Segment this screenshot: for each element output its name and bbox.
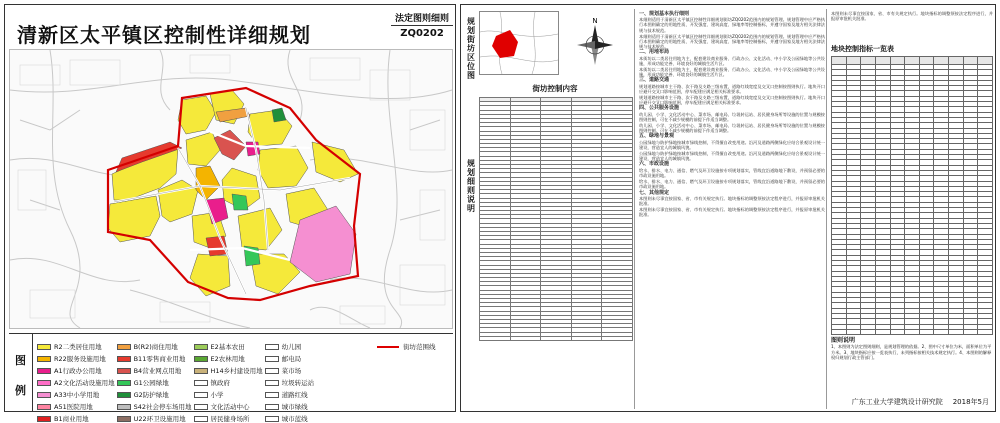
legend-label: 邮电局	[281, 355, 302, 363]
index-cell	[875, 329, 890, 334]
legend-swatch	[37, 380, 51, 386]
legend-label: G2防护绿地	[133, 391, 169, 399]
doc-type: 法定图则细则	[391, 11, 453, 26]
legend-item	[194, 354, 263, 363]
legend-label: E2农林用地	[210, 355, 245, 363]
legend-grid	[37, 342, 315, 423]
column-index	[829, 9, 995, 409]
legend-item	[265, 366, 315, 375]
section-text: 本图则未尽事宜按国家、省、市有关规定执行。地块指标的调整须按法定程序进行，并报原审批机关批准。	[639, 195, 825, 206]
legend-label: A33中小学用地	[54, 391, 100, 399]
legend-item	[37, 390, 115, 399]
index-preamble-text: 本图则未尽事宜按国家、省、市有关规定执行。地块指标的调整须按法定程序进行，并报原审批机关批准。	[831, 11, 993, 22]
column-rules	[637, 9, 827, 409]
parcel-r2	[108, 196, 160, 242]
legend-item	[117, 366, 192, 375]
parcel-r2	[258, 146, 308, 188]
legend-swatch	[117, 416, 131, 422]
section-title: 五、绿地与景观	[639, 133, 675, 140]
legend-swatch	[117, 356, 131, 362]
legend-swatch	[117, 380, 131, 386]
legend-swatch	[117, 392, 131, 398]
legend-item	[194, 402, 263, 411]
vlabel-char: 划	[467, 26, 475, 35]
index-cell	[963, 329, 978, 334]
legend-label: A1行政办公用地	[54, 367, 102, 375]
index-cell	[832, 329, 847, 334]
legend-swatch	[37, 404, 51, 410]
vlabel-char: 规	[467, 159, 475, 168]
section-text: 幼儿园、小学、文化活动中心、菜市场、邮电局、垃圾转运站、居民健身场所等设施的位置与规模按图则控制，可在不减少规模的前提下作适当调整。	[639, 111, 825, 122]
index-cell	[905, 329, 920, 334]
index-cell	[861, 57, 876, 65]
notes-text: 1、本图则为法定图则细则，是规划管理的依据。2、图中尺寸单位为米，面积单位为平方米。3、地块指标应按一览表执行，未列指标按相关技术规定执行。4、本图则的解释权归规划行政主管部门。	[831, 344, 992, 361]
plan-title: 清新区太平镇区控制性详细规划	[17, 23, 311, 47]
notes	[831, 338, 993, 360]
legend-item	[194, 378, 263, 387]
index-table-title: 地块控制指标一览表	[831, 45, 894, 53]
legend-item	[117, 342, 192, 351]
vlabel-char: 规	[467, 17, 475, 26]
index-wrap	[831, 41, 993, 360]
vlabel-content	[465, 159, 477, 213]
legend-item	[265, 378, 315, 387]
legend-item	[194, 342, 263, 351]
legend-swatch	[265, 344, 279, 350]
index-cell	[919, 57, 934, 65]
legend-label: 垃圾转运站	[281, 379, 315, 387]
legend-swatch	[194, 344, 208, 350]
legend-label: B1商业用地	[54, 415, 89, 423]
index-cell	[846, 329, 861, 334]
section-text: 本图则未尽事宜按国家、省、市有关规定执行。地块指标的调整须按法定程序进行，并报原审批机关批准。	[639, 207, 825, 218]
rules-sheet	[460, 4, 996, 412]
section-text: 给水、排水、电力、通信、燃气及环卫设施按专项规划落实，管线宜沿道路地下敷设，并预留必要的市政设施用地。	[639, 179, 825, 190]
legend-title-char: 例	[15, 384, 26, 397]
boundary-swatch	[377, 346, 399, 348]
legend-label: 城市蓝线	[281, 415, 308, 423]
legend-swatch	[194, 404, 208, 410]
index-cell	[861, 329, 876, 334]
index-cell	[846, 57, 861, 65]
parcel-r2	[238, 208, 282, 250]
legend-swatch	[265, 404, 279, 410]
footer	[852, 397, 989, 407]
footer-org: 广东工业大学建筑设计研究院	[851, 398, 943, 406]
vlabel-char: 位	[467, 62, 475, 71]
legend-item	[37, 342, 115, 351]
location-map-svg	[480, 12, 558, 74]
legend-swatch	[117, 344, 131, 350]
vlabel-char: 图	[467, 71, 475, 80]
parcel-r2	[186, 132, 220, 166]
control-cell	[541, 336, 572, 340]
legend-swatch	[265, 416, 279, 422]
legend-swatch	[37, 344, 51, 350]
notes-title: 图则说明	[831, 337, 856, 345]
column-location	[463, 9, 635, 409]
section-text: 规划道路按城市主干路、次干路及支路三级布置，道路红线宽度及交叉口控制按图则执行。地块开口应避开交叉口影响范围，停车配建应满足相关标准要求。	[639, 83, 825, 94]
legend-swatch	[194, 416, 208, 422]
boundary-label: 街坊范围线	[403, 343, 436, 351]
parcel-r2	[312, 142, 358, 182]
legend-swatch	[265, 356, 279, 362]
legend-label: B4营业网点用地	[133, 367, 182, 375]
legend	[9, 333, 453, 423]
legend-swatch	[194, 356, 208, 362]
legend-item	[37, 378, 115, 387]
legend-item	[265, 354, 315, 363]
index-cell	[934, 329, 949, 334]
land-use-map-svg	[10, 50, 452, 328]
vlabel-char: 坊	[467, 44, 475, 53]
footer-date: 2018年5月	[952, 398, 989, 406]
index-cell	[949, 329, 964, 334]
doc-type-box	[391, 11, 453, 39]
legend-item	[265, 402, 315, 411]
legend-label: 幼儿园	[281, 343, 302, 351]
legend-item	[265, 390, 315, 399]
parcel-g2	[272, 108, 286, 122]
legend-item	[194, 390, 263, 399]
vlabel-char: 细	[467, 177, 475, 186]
section-title: 四、公共服务设施	[639, 105, 680, 112]
index-cell	[978, 57, 993, 65]
index-cell	[832, 57, 847, 65]
index-cell	[890, 57, 905, 65]
legend-item	[265, 414, 315, 423]
legend-label: E2基本农田	[210, 343, 245, 351]
legend-swatch	[194, 380, 208, 386]
legend-label: 菜市场	[281, 367, 302, 375]
legend-label: 居民健身场所	[210, 415, 250, 423]
legend-swatch	[194, 368, 208, 374]
section-title: 一、规划基本执行细则	[639, 11, 690, 17]
north-arrow-icon	[573, 15, 617, 69]
section-text: 本街坊以二类居住用地为主，配套建设商业服务、行政办公、文化活动、中小学及公园绿地等公共设施，形成功能完善、环境良好的城镇生活片区。	[639, 67, 825, 78]
doc-code: ZQ0202	[400, 28, 444, 39]
legend-label: 城市绿线	[281, 403, 308, 411]
vlabel-char: 街	[467, 35, 475, 44]
legend-swatch	[37, 356, 51, 362]
index-cell	[875, 57, 890, 65]
legend-swatch	[117, 404, 131, 410]
legend-label: R22服务设施用地	[54, 355, 106, 363]
parcel-r2	[178, 96, 216, 134]
index-cell	[919, 329, 934, 334]
index-cell	[890, 329, 905, 334]
legend-swatch	[265, 368, 279, 374]
legend-swatch	[265, 392, 279, 398]
legend-swatch	[37, 368, 51, 374]
vlabel-char: 明	[467, 204, 475, 213]
legend-item	[194, 366, 263, 375]
legend-label: B(R2)商住用地	[133, 343, 178, 351]
section-title: 六、市政设施	[639, 161, 670, 168]
legend-label: 小学	[210, 391, 224, 399]
legend-item	[37, 402, 115, 411]
legend-item	[117, 390, 192, 399]
legend-item	[117, 354, 192, 363]
legend-label: 文化活动中心	[210, 403, 250, 411]
legend-boundary	[377, 342, 436, 351]
svg-text:N: N	[592, 17, 598, 25]
section-text: 本细则适用于清新区太平镇区控制性详细规划街坊ZQ0202范围内的规划管理。规划管理中应严格执行本图则确定的用地性质、开发强度、建筑高度、绿地率等控制指标，并遵守国家及地方相关法律法规与技术规范。	[639, 33, 825, 50]
control-cell	[571, 336, 602, 340]
vlabel-char: 说	[467, 195, 475, 204]
legend-swatch	[265, 380, 279, 386]
legend-swatch	[194, 392, 208, 398]
index-table	[831, 56, 993, 335]
legend-item	[117, 378, 192, 387]
section-title: 三、道路交通	[639, 77, 670, 84]
section-text: 公园绿地与防护绿地按城市绿线控制，不得擅自改变用途。沿河及道路两侧绿化应结合景观设计统一建设，营造宜人的城镇风貌。	[639, 151, 825, 162]
location-map	[479, 11, 559, 75]
control-cell	[480, 336, 511, 340]
legend-label: B11零售商业用地	[133, 355, 186, 363]
legend-swatch	[117, 368, 131, 374]
plan-sheet	[4, 4, 456, 423]
control-table	[479, 97, 633, 341]
legend-label: 镇政府	[210, 379, 230, 387]
legend-title-char: 图	[15, 354, 26, 367]
legend-item	[265, 342, 315, 351]
rules-text	[639, 11, 825, 219]
index-preamble	[831, 11, 993, 22]
legend-swatch	[37, 416, 51, 422]
legend-label: S42社会停车场用地	[133, 403, 192, 411]
legend-item	[37, 366, 115, 375]
legend-title	[9, 334, 33, 412]
section-title: 七、其他规定	[639, 189, 670, 196]
parcel-r22	[196, 166, 220, 200]
land-use-map	[9, 49, 453, 329]
legend-item	[117, 414, 192, 423]
legend-label: R2二类居住用地	[54, 343, 102, 351]
control-title: 街坊控制内容	[532, 84, 578, 93]
parcel-g1	[232, 194, 248, 210]
vlabel-char: 划	[467, 168, 475, 177]
control-cell	[602, 336, 633, 340]
index-cell	[905, 57, 920, 65]
parcel-r2	[158, 180, 198, 222]
section-text: 本细则适用于清新区太平镇区控制性详细规划街坊ZQ0202范围内的规划管理。规划管理中应严格执行本图则确定的用地性质、开发强度、建筑高度、绿地率等控制指标，并遵守国家及地方相关法律法规与技术规范。	[639, 17, 825, 33]
legend-item	[117, 402, 192, 411]
legend-item	[37, 354, 115, 363]
legend-label: 道路红线	[281, 391, 308, 399]
index-cell	[963, 57, 978, 65]
section-text: 公园绿地与防护绿地按城市绿线控制，不得擅自改变用途。沿河及道路两侧绿化应结合景观设计统一建设，营造宜人的城镇风貌。	[639, 139, 825, 150]
legend-swatch	[37, 392, 51, 398]
parcel-a2	[246, 142, 260, 156]
vlabel-char: 区	[467, 53, 475, 62]
vlabel-location	[465, 17, 477, 80]
index-cell	[978, 329, 993, 334]
legend-label: U22环卫设施用地	[133, 415, 186, 423]
section-text: 规划道路按城市主干路、次干路及支路三级布置，道路红线宽度及交叉口控制按图则执行。地块开口应避开交叉口影响范围，停车配建应满足相关标准要求。	[639, 95, 825, 106]
legend-item	[37, 414, 115, 423]
legend-label: G1公园绿地	[133, 379, 169, 387]
control-cell	[510, 336, 541, 340]
section-text: 幼儿园、小学、文化活动中心、菜市场、邮电局、垃圾转运站、居民健身场所等设施的位置与规模按图则控制，可在不减少规模的前提下作适当调整。	[639, 123, 825, 134]
section-text: 给水、排水、电力、通信、燃气及环卫设施按专项规划落实，管线宜沿道路地下敷设，并预留必要的市政设施用地。	[639, 167, 825, 178]
index-cell	[949, 57, 964, 65]
section-text: 本街坊以二类居住用地为主，配套建设商业服务、行政办公、文化活动、中小学及公园绿地等公共设施，形成功能完善、环境良好的城镇生活片区。	[639, 55, 825, 66]
legend-label: A51医院用地	[54, 403, 93, 411]
section-title: 二、用地布局	[639, 49, 670, 56]
index-cell	[934, 57, 949, 65]
legend-label: H14乡村建设用地	[210, 367, 263, 375]
vlabel-char: 则	[467, 186, 475, 195]
legend-label: A2文化活动设施用地	[54, 379, 115, 387]
legend-item	[194, 414, 263, 423]
